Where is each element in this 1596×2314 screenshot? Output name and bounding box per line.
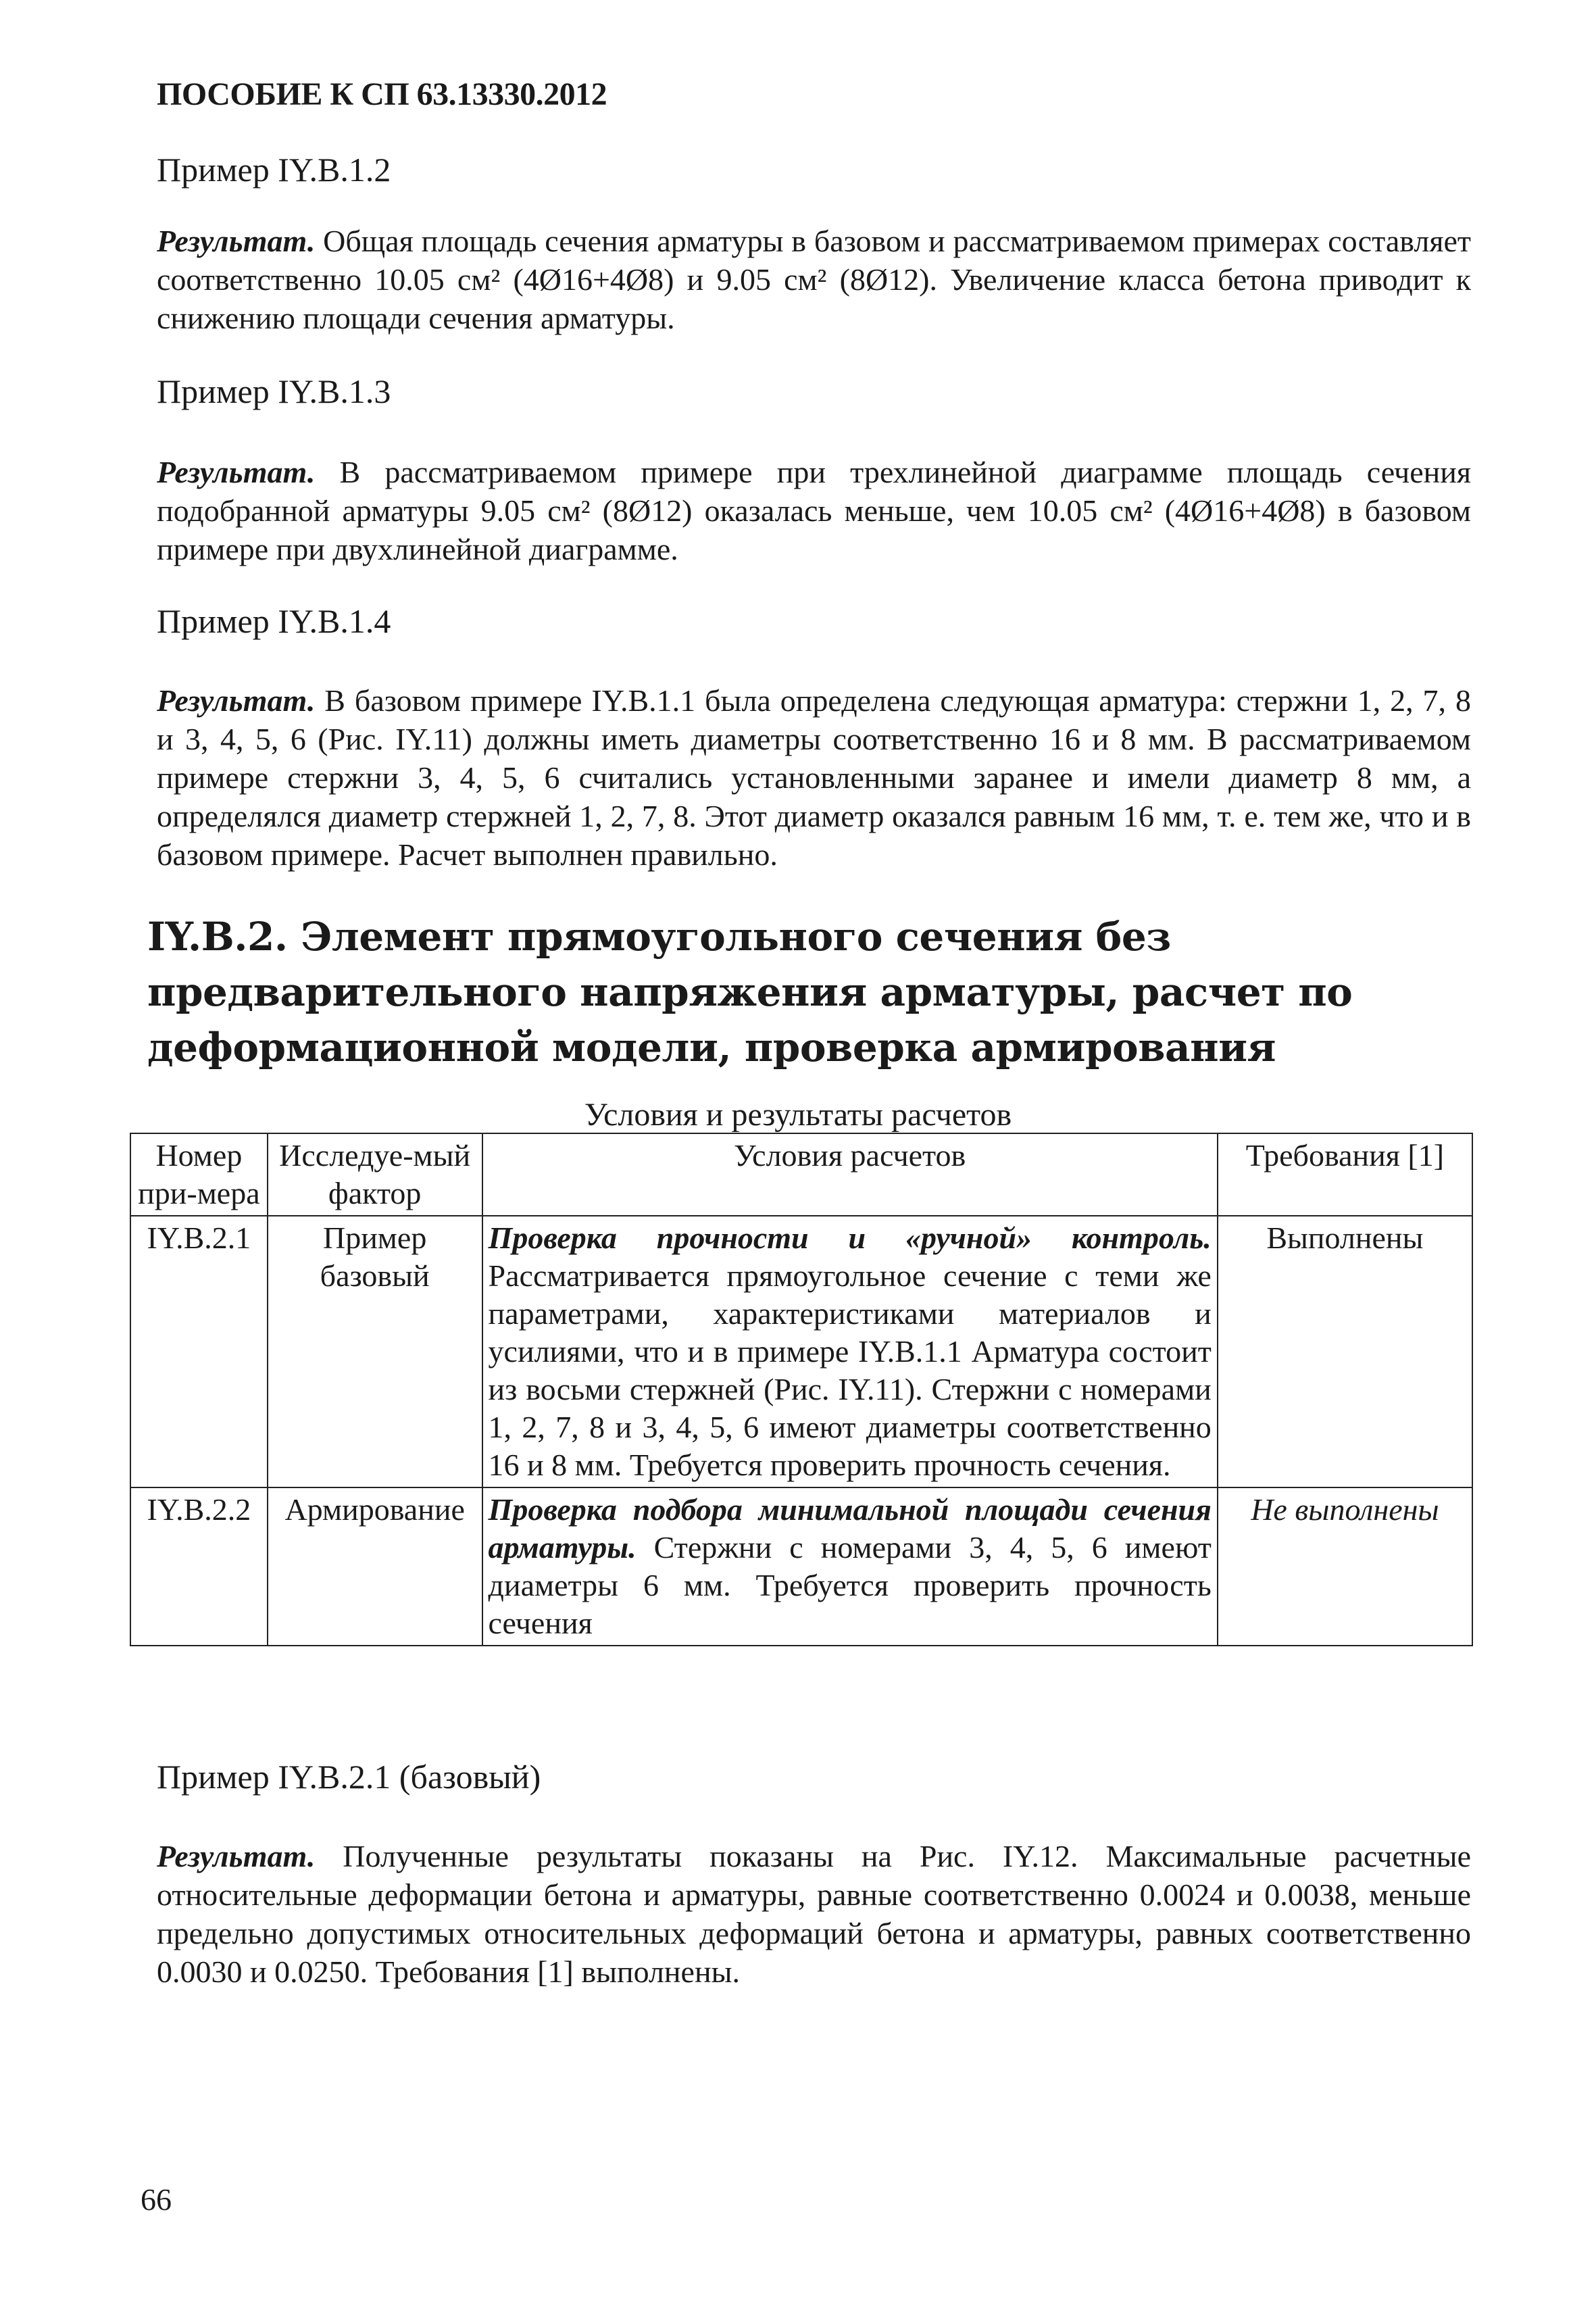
cell-requirements: Выполнены	[1218, 1216, 1472, 1487]
section-heading: IY.B.2. Элемент прямоугольного сечения без предварительного напряжения арматуры, расчет по деформационной модели, проверка армирования	[147, 914, 1353, 1070]
conditions-heading: Проверка прочности и «ручной» контроль.	[488, 1221, 1212, 1255]
example-heading: Пример IY.B.2.1 (базовый)	[157, 1758, 541, 1796]
table-header-row	[130, 1133, 1472, 1216]
header-cell-requirements: Требования [1]	[1218, 1133, 1472, 1216]
example-heading: Пример IY.B.1.4	[157, 602, 391, 640]
result-text: Общая площадь сечения арматуры в базовом и рассматриваемом примерах составляет соответственно 10.05 см² (4Ø16+4Ø8) и 9.05 см² (8Ø12). Увеличение класса бетона приводит к снижению площади сечения арматуры.	[157, 224, 1472, 335]
header-cell-conditions: Условия расчетов	[482, 1133, 1218, 1216]
cell-number: IY.B.2.2	[130, 1487, 268, 1646]
result-label: Результат.	[157, 1839, 316, 1873]
example-heading: Пример IY.B.1.2	[157, 151, 391, 189]
running-header: ПОСОБИЕ К СП 63.13330.2012	[157, 76, 607, 112]
result-label: Результат.	[157, 455, 316, 489]
table-row	[130, 1487, 1472, 1646]
conditions-text: Стержни с номерами 3, 4, 5, 6 имеют диаметры 6 мм. Требуется проверить прочность сечения	[488, 1530, 1212, 1640]
conditions-text: Рассматривается прямоугольное сечение с теми же параметрами, характеристиками материалов и усилиями, что и в примере IY.B.1.1 Арматура состоит из восьми стержней (Рис. IY.11). Стержни с номерами 1, 2, 7, 8 и 3, 4, 5, 6 имеют диаметры соответственно 16 и 8 мм. Требуется проверить прочность сечения.	[488, 1258, 1212, 1482]
cell-factor: Армирование	[268, 1487, 482, 1646]
example-heading: Пример IY.B.1.3	[157, 372, 391, 410]
result-paragraph	[157, 222, 1471, 337]
cell-conditions	[482, 1487, 1218, 1646]
result-label: Результат.	[157, 683, 316, 718]
table-row	[130, 1216, 1472, 1487]
cell-requirements: Не выполнены	[1218, 1487, 1472, 1646]
header-cell-number: Номер при-мера	[130, 1133, 268, 1216]
table-caption: Условия и результаты расчетов	[584, 1097, 1012, 1133]
cell-number: IY.B.2.1	[130, 1216, 268, 1487]
result-paragraph	[157, 1837, 1471, 1991]
result-text: В рассматриваемом примере при трехлинейной диаграмме площадь сечения подобранной арматуры 9.05 см² (8Ø12) оказалась меньше, чем 10.05 см² (4Ø16+4Ø8) в базовом примере при двухлинейной диаграмме.	[157, 455, 1472, 566]
header-cell-factor: Исследуе-мый фактор	[268, 1133, 482, 1216]
results-table	[130, 1133, 1473, 1646]
cell-conditions	[482, 1216, 1218, 1487]
result-text: Полученные результаты показаны на Рис. IY.12. Максимальные расчетные относительные деформации бетона и арматуры, равные соответственно 0.0024 и 0.0038, меньше предельно допустимых относительных деформаций бетона и арматуры, равных соответственно 0.0030 и 0.0250. Требования [1] выполнены.	[157, 1839, 1471, 1989]
page-number: 66	[141, 2182, 172, 2217]
result-text: В базовом примере IY.B.1.1 была определена следующая арматура: стержни 1, 2, 7, 8 и 3, 4, 5, 6 (Рис. IY.11) должны иметь диаметры соответственно 16 и 8 мм. В рассматриваемом примере стержни 3, 4, 5, 6 считались установленными заранее и имели диаметр 8 мм, а определялся диаметр стержней 1, 2, 7, 8. Этот диаметр оказался равным 16 мм, т. е. тем же, что и в базовом примере. Расчет выполнен правильно.	[157, 683, 1472, 872]
result-paragraph	[157, 681, 1471, 874]
cell-factor: Пример базовый	[268, 1216, 482, 1487]
conditions-heading: Проверка подбора минимальной площади сечения арматуры.	[488, 1492, 1212, 1565]
result-paragraph	[157, 453, 1471, 568]
result-label: Результат.	[157, 224, 316, 258]
